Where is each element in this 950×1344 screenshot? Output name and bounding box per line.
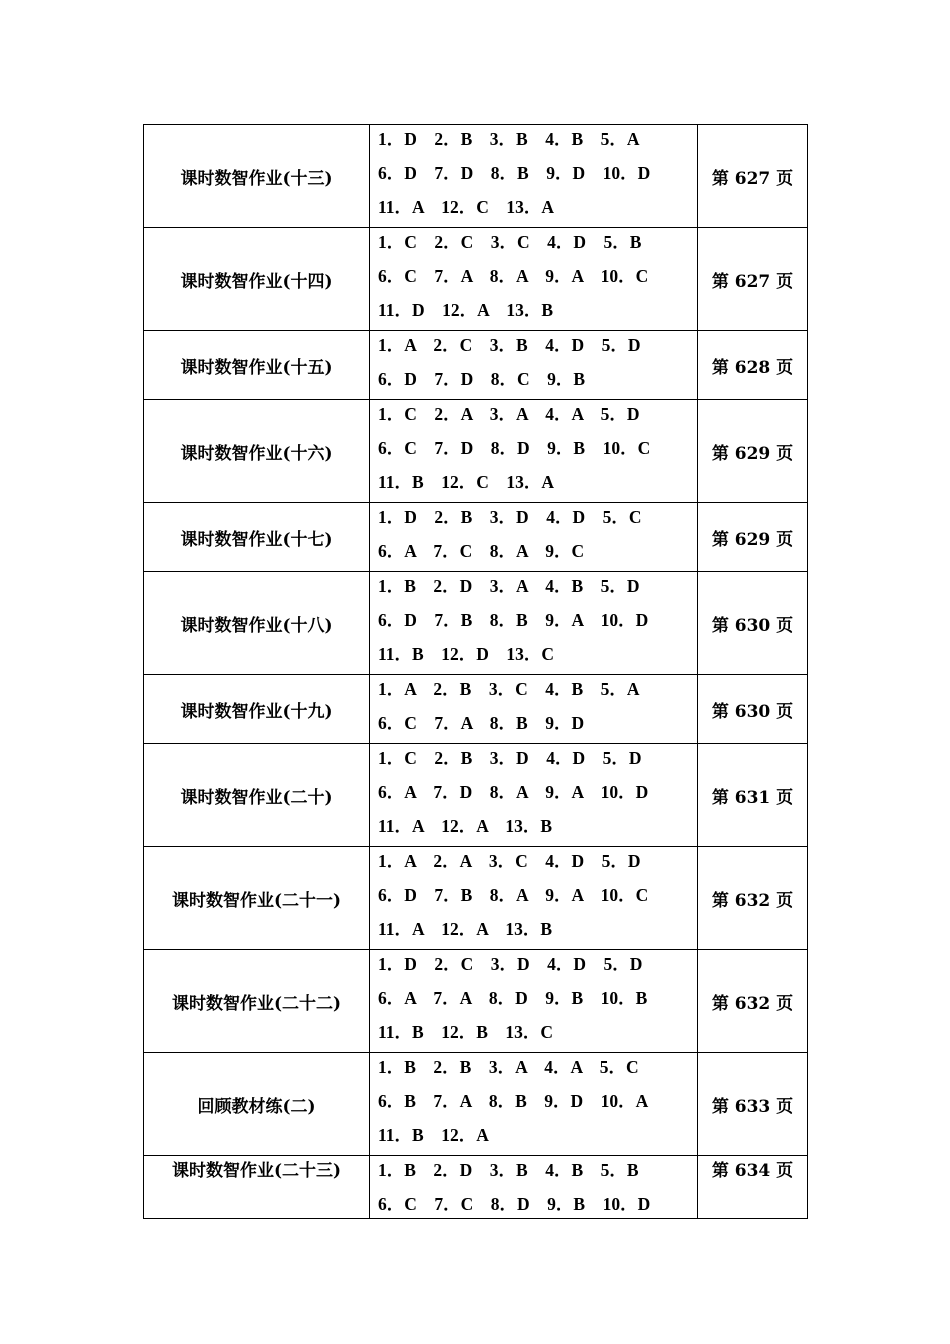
table-row (144, 331, 808, 400)
answer-line: 11．B 12．B 13．C (378, 1022, 554, 1042)
page-reference: 第 627 页 (698, 125, 808, 228)
answer-list (370, 400, 698, 503)
table-row (144, 675, 808, 744)
answer-line: 6．B 7．A 8．B 9．D 10．A (378, 1091, 649, 1111)
answer-list (370, 331, 698, 400)
assignment-title: 课时数智作业(十五) (144, 331, 370, 400)
answer-list (370, 847, 698, 950)
answer-line: 6．C 7．A 8．B 9．D (378, 713, 585, 733)
answer-line: 6．D 7．D 8．B 9．D 10．D (378, 163, 651, 183)
assignment-title: 课时数智作业(二十三) (144, 1156, 370, 1219)
answer-line: 6．D 7．D 8．C 9．B (378, 369, 586, 389)
answer-line: 11．A 12．C 13．A (378, 197, 554, 217)
answer-list (370, 503, 698, 572)
answer-list (370, 572, 698, 675)
page-reference: 第 628 页 (698, 331, 808, 400)
table-row (144, 744, 808, 847)
table-row (144, 572, 808, 675)
answer-line: 6．C 7．D 8．D 9．B 10．C (378, 438, 651, 458)
page-reference: 第 627 页 (698, 228, 808, 331)
table-row (144, 125, 808, 228)
page-reference: 第 632 页 (698, 950, 808, 1053)
answer-line: 1．D 2．B 3．D 4．D 5．C (378, 507, 642, 527)
page-reference: 第 634 页 (698, 1156, 808, 1219)
table-row (144, 1053, 808, 1156)
assignment-title: 课时数智作业(二十二) (144, 950, 370, 1053)
answer-line: 1．A 2．C 3．B 4．D 5．D (378, 335, 641, 355)
answer-line: 6．A 7．C 8．A 9．C (378, 541, 585, 561)
table-row (144, 400, 808, 503)
answer-key-rows (144, 125, 808, 1219)
assignment-title: 课时数智作业(十三) (144, 125, 370, 228)
page-reference: 第 633 页 (698, 1053, 808, 1156)
answer-line: 1．A 2．B 3．C 4．B 5．A (378, 679, 640, 699)
assignment-title: 课时数智作业(十八) (144, 572, 370, 675)
table-row (144, 1156, 808, 1219)
answer-list (370, 228, 698, 331)
answer-list (370, 125, 698, 228)
answer-line: 11．D 12．A 13．B (378, 300, 554, 320)
page-reference: 第 629 页 (698, 400, 808, 503)
answer-list (370, 950, 698, 1053)
answer-line: 6．C 7．A 8．A 9．A 10．C (378, 266, 649, 286)
answer-line: 11．A 12．A 13．B (378, 919, 553, 939)
table-row (144, 228, 808, 331)
answer-line: 6．A 7．D 8．A 9．A 10．D (378, 782, 649, 802)
page-reference: 第 631 页 (698, 744, 808, 847)
answer-list (370, 675, 698, 744)
assignment-title: 课时数智作业(十七) (144, 503, 370, 572)
answer-line: 1．D 2．B 3．B 4．B 5．A (378, 129, 640, 149)
table-row (144, 950, 808, 1053)
table-row (144, 847, 808, 950)
answer-line: 11．B 12．A (378, 1125, 489, 1145)
assignment-title: 课时数智作业(十九) (144, 675, 370, 744)
answer-line: 6．D 7．B 8．B 9．A 10．D (378, 610, 649, 630)
assignment-title: 课时数智作业(二十) (144, 744, 370, 847)
answer-line: 1．A 2．A 3．C 4．D 5．D (378, 851, 641, 871)
answer-line: 6．D 7．B 8．A 9．A 10．C (378, 885, 649, 905)
page-reference: 第 632 页 (698, 847, 808, 950)
answer-line: 11．B 12．C 13．A (378, 472, 554, 492)
answer-line: 6．A 7．A 8．D 9．B 10．B (378, 988, 648, 1008)
answer-list (370, 744, 698, 847)
page-reference: 第 629 页 (698, 503, 808, 572)
answer-line: 11．B 12．D 13．C (378, 644, 554, 664)
answer-list (370, 1053, 698, 1156)
table-row (144, 503, 808, 572)
answer-line: 1．C 2．C 3．C 4．D 5．B (378, 232, 642, 252)
answer-line: 11．A 12．A 13．B (378, 816, 553, 836)
answer-line: 1．D 2．C 3．D 4．D 5．D (378, 954, 643, 974)
page-reference: 第 630 页 (698, 572, 808, 675)
answer-line: 6．C 7．C 8．D 9．B 10．D (378, 1194, 651, 1214)
answer-line: 1．B 2．D 3．A 4．B 5．D (378, 576, 640, 596)
assignment-title: 回顾教材练(二) (144, 1053, 370, 1156)
answer-key-table (143, 124, 808, 1219)
page-reference: 第 630 页 (698, 675, 808, 744)
answer-line: 1．C 2．B 3．D 4．D 5．D (378, 748, 642, 768)
assignment-title: 课时数智作业(十四) (144, 228, 370, 331)
answer-line: 1．B 2．D 3．B 4．B 5．B (378, 1160, 639, 1180)
assignment-title: 课时数智作业(二十一) (144, 847, 370, 950)
assignment-title: 课时数智作业(十六) (144, 400, 370, 503)
answer-list (370, 1156, 698, 1219)
answer-line: 1．B 2．B 3．A 4．A 5．C (378, 1057, 639, 1077)
answer-line: 1．C 2．A 3．A 4．A 5．D (378, 404, 640, 424)
